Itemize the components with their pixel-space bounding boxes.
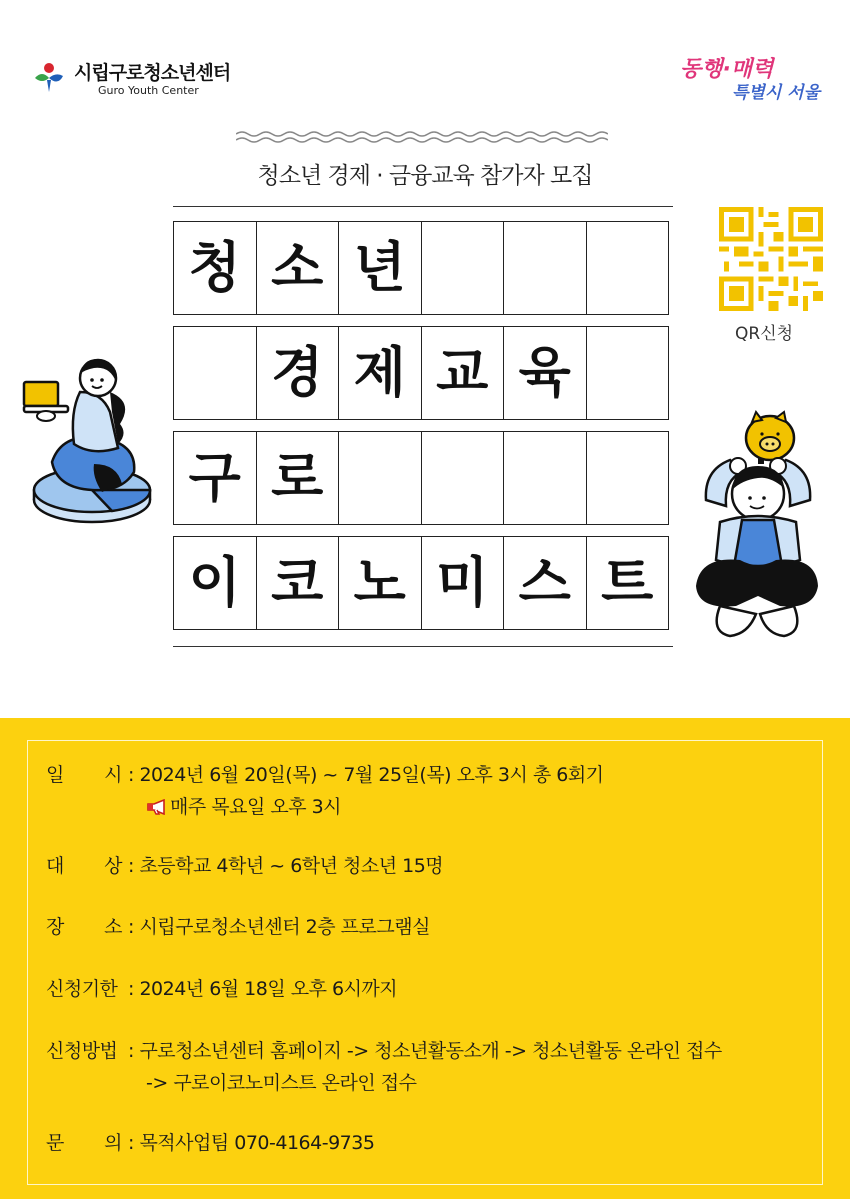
place-label-a: 장 bbox=[46, 916, 64, 938]
title-row-1 bbox=[173, 221, 674, 315]
title-cell bbox=[586, 326, 670, 420]
seoul-slogan-line1: 동행·매력 bbox=[680, 57, 774, 82]
title-cell bbox=[338, 431, 422, 525]
org-name-en: Guro Youth Center bbox=[98, 84, 199, 97]
method-value: : 구로청소년센터 홈페이지 -> 청소년활동소개 -> 청소년활동 온라인 접수 bbox=[128, 1040, 722, 1062]
title-cell: 트 bbox=[586, 536, 670, 630]
deadline-row bbox=[46, 974, 397, 1001]
title-cell bbox=[421, 431, 505, 525]
title-cell: 제 bbox=[338, 326, 422, 420]
title-cell: 코 bbox=[256, 536, 340, 630]
place-value: : 시립구로청소년센터 2층 프로그램실 bbox=[128, 916, 430, 938]
method-row bbox=[46, 1036, 722, 1063]
place-row bbox=[46, 912, 430, 939]
title-cell: 년 bbox=[338, 221, 422, 315]
target-value: : 초등학교 4학년 ~ 6학년 청소년 15명 bbox=[128, 855, 444, 877]
title-cell: 스 bbox=[503, 536, 587, 630]
title-cell: 소 bbox=[256, 221, 340, 315]
title-cell bbox=[173, 326, 257, 420]
method-label: 신청방법 bbox=[46, 1040, 118, 1062]
title-cell bbox=[503, 431, 587, 525]
contact-label-a: 문 bbox=[46, 1132, 64, 1154]
title-row-2 bbox=[173, 326, 674, 420]
schedule-row bbox=[46, 760, 604, 787]
title-cell: 경 bbox=[256, 326, 340, 420]
poster-subtitle: 청소년 경제 · 금융교육 참가자 모집 bbox=[257, 163, 593, 189]
title-row-4 bbox=[173, 536, 674, 630]
qr-code-icon[interactable] bbox=[719, 207, 823, 311]
schedule-label-a: 일 bbox=[46, 764, 64, 786]
target-label-a: 대 bbox=[46, 855, 64, 877]
deadline-value: : 2024년 6월 18일 오후 6시까지 bbox=[128, 978, 398, 1000]
schedule-label bbox=[46, 760, 122, 787]
method-value-2: -> 구로이코노미스트 온라인 접수 bbox=[146, 1072, 417, 1094]
divider-bottom bbox=[173, 646, 673, 647]
contact-row bbox=[46, 1128, 374, 1155]
student-piggy-bank-illustration bbox=[690, 410, 822, 642]
title-cell: 노 bbox=[338, 536, 422, 630]
student-laptop-illustration bbox=[22, 352, 162, 527]
title-cell: 이 bbox=[173, 536, 257, 630]
contact-label bbox=[46, 1128, 122, 1155]
divider-top bbox=[173, 206, 673, 207]
title-cell bbox=[503, 221, 587, 315]
schedule-note: 매주 목요일 오후 3시 bbox=[170, 796, 342, 818]
title-cell: 구 bbox=[173, 431, 257, 525]
title-cell bbox=[586, 431, 670, 525]
title-cell bbox=[586, 221, 670, 315]
target-row bbox=[46, 851, 443, 878]
wave-divider bbox=[236, 130, 608, 144]
schedule-note-row bbox=[146, 792, 341, 819]
title-cell: 청 bbox=[173, 221, 257, 315]
title-cell: 미 bbox=[421, 536, 505, 630]
megaphone-icon bbox=[146, 799, 170, 815]
contact-label-b: 의 bbox=[104, 1132, 122, 1154]
title-cell bbox=[421, 221, 505, 315]
org-name: 시립구로청소년센터 bbox=[74, 62, 231, 84]
title-row-3 bbox=[173, 431, 674, 525]
place-label bbox=[46, 912, 122, 939]
title-cell: 육 bbox=[503, 326, 587, 420]
seoul-slogan-line2: 특별시 서울 bbox=[732, 83, 821, 103]
target-label bbox=[46, 851, 122, 878]
guro-logo-icon bbox=[32, 60, 66, 94]
target-label-b: 상 bbox=[104, 855, 122, 877]
schedule-value: : 2024년 6월 20일(목) ~ 7월 25일(목) 오후 3시 총 6회기 bbox=[128, 764, 604, 786]
place-label-b: 소 bbox=[104, 916, 122, 938]
contact-value: : 목적사업팀 070-4164-9735 bbox=[128, 1132, 375, 1154]
title-cell: 로 bbox=[256, 431, 340, 525]
method-row-2 bbox=[146, 1068, 417, 1095]
deadline-label: 신청기한 bbox=[46, 978, 118, 1000]
title-cell: 교 bbox=[421, 326, 505, 420]
qr-label: QR신청 bbox=[735, 324, 794, 344]
schedule-label-b: 시 bbox=[104, 764, 122, 786]
